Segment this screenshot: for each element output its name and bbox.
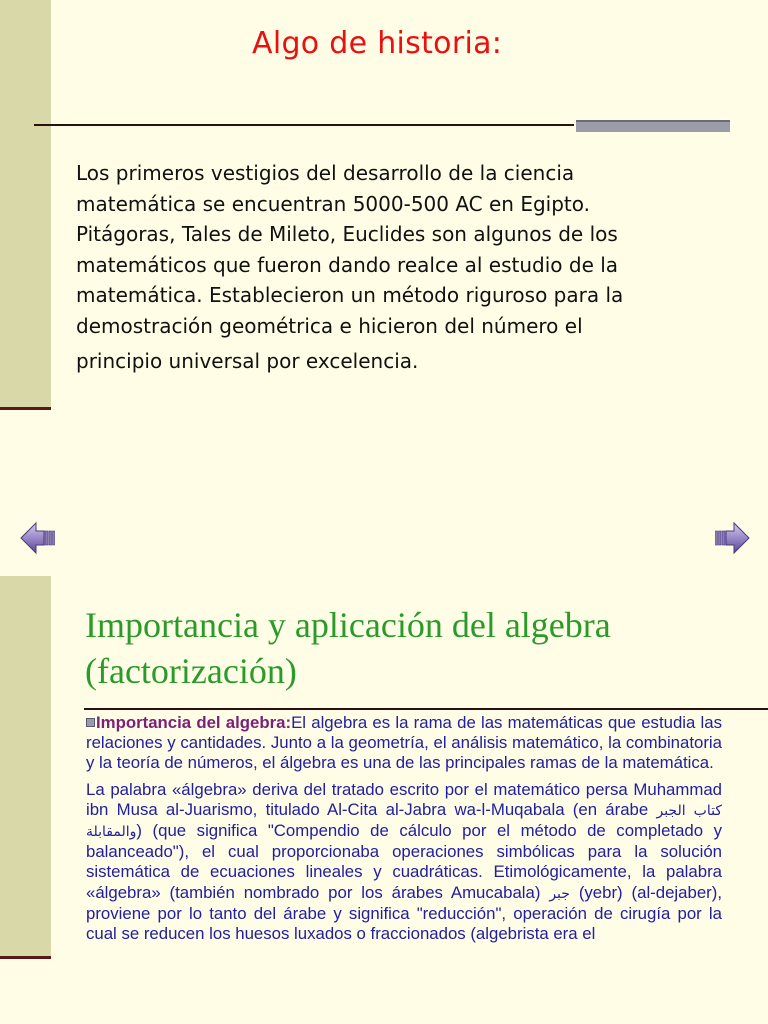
paragraph-line: matemáticos que fueron dando realce al estudio de la xyxy=(76,252,619,277)
highlight-lead: Importancia del algebra: xyxy=(96,713,292,732)
slide-title xyxy=(85,602,725,694)
paragraph-line: principio universal por excelencia. xyxy=(76,349,419,373)
decorative-grey-bar xyxy=(576,120,730,132)
next-slide-button[interactable] xyxy=(712,518,752,558)
title-rule xyxy=(34,124,574,126)
paragraph-line: Pitágoras, Tales de Mileto, Euclides son algunos de los xyxy=(76,222,618,246)
paragraph-line: matemática se encuentran 5000-500 AC en Egipto. xyxy=(76,191,591,216)
paragraph-text: El algebra es la rama de las matemáticas que estudia las relaciones y cantidades. Junto a la geometría, el análisis matemático, la combinatoria y la teoría de números, el álgebra es una de las principales ramas de la matemática. xyxy=(86,713,723,773)
left-accent-bar xyxy=(0,0,51,410)
left-accent-bar-foot xyxy=(0,407,51,410)
paragraph-text: La palabra «álgebra» deriva del tratado escrito por el matemático persa Muhammad ibn Musa al-Juarismo, titulado Al-Cita al-Jabra wa-l-Muqabala (en árabe xyxy=(86,779,722,819)
slide-title: Algo de historia: xyxy=(252,26,503,61)
slide-title-line: Importancia y aplicación del algebra xyxy=(85,605,611,645)
paragraph-text: (yebr) (al-dejaber), proviene por lo tanto del árabe y significa "reducción", operación de cirugía por la cual se reducen los huesos luxados o fraccionados (algebrista era el xyxy=(86,882,722,944)
paragraph-line: Los primeros vestigios del desarrollo de la ciencia xyxy=(76,161,575,185)
paragraph-etimologia xyxy=(86,780,722,945)
left-accent-bar-foot xyxy=(0,956,51,959)
slide-title-line: (factorización) xyxy=(85,651,297,691)
arabic-text: جبر xyxy=(549,885,570,902)
title-rule xyxy=(84,708,768,710)
paragraph-line: demostración geométrica e hicieron del número el xyxy=(76,313,583,338)
left-accent-bar xyxy=(0,576,51,956)
paragraph-importancia xyxy=(86,713,722,774)
arrow-left-icon xyxy=(18,518,58,558)
algebra-body-text xyxy=(86,713,722,950)
arrow-right-icon xyxy=(712,518,752,558)
history-paragraph xyxy=(76,158,716,377)
arabic-text: كتاب الجبر والمقابلة xyxy=(86,802,722,841)
paragraph-line: matemática. Establecieron un método riguroso para la xyxy=(76,283,624,307)
previous-slide-button[interactable] xyxy=(18,518,58,558)
square-bullet-icon xyxy=(86,718,95,727)
paragraph-text: ) (que significa "Compendio de cálculo por el método de completado y balanceado"), el cual proporcionaba operaciones simbólicas para la solución sistemática de ecuaciones lineales y cuadráticas. Etimológicamente, la palabra «álgebra» (también nombrado por los árabes Amucabala) xyxy=(86,821,722,902)
